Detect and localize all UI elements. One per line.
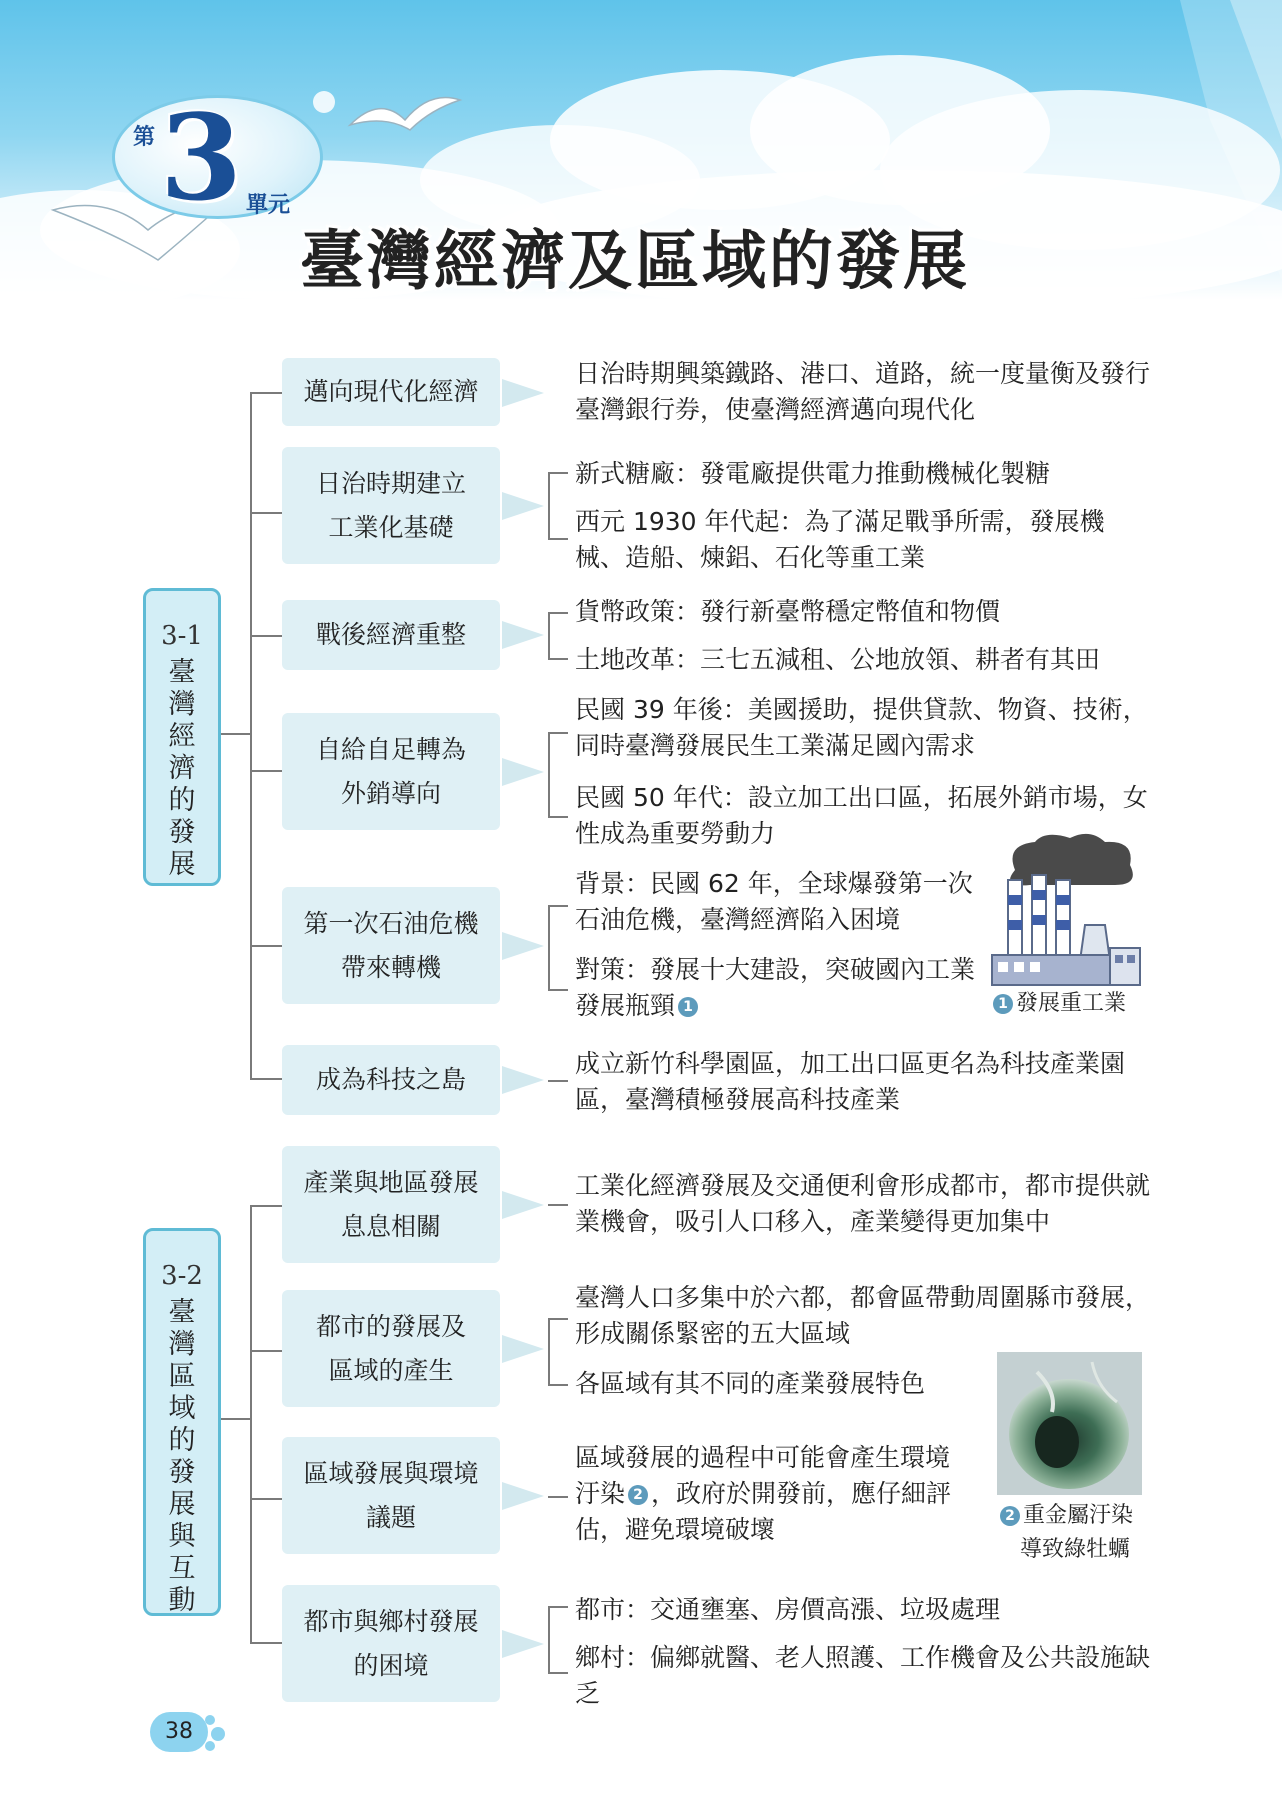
arrow-icon bbox=[502, 1191, 544, 1219]
connector-line bbox=[221, 1418, 251, 1420]
arrow-icon bbox=[502, 621, 544, 649]
figure-marker: 2 bbox=[1000, 1506, 1020, 1526]
connector-line bbox=[250, 512, 282, 514]
connector-line bbox=[250, 635, 282, 637]
section-number: 3-1 bbox=[161, 621, 203, 651]
bracket-line bbox=[548, 816, 568, 818]
detail-text: 民國 39 年後：美國援助，提供貸款、物資、技術，同時臺灣發展民生工業滿足國內需求 bbox=[575, 695, 1148, 760]
topic-export-orientation: 自給自足轉為 外銷導向 bbox=[282, 713, 500, 830]
detail-text: 貨幣政策：發行新臺幣穩定幣值和物價 bbox=[575, 597, 1001, 626]
figure-caption bbox=[990, 988, 1126, 1020]
section-number: 3-2 bbox=[161, 1261, 203, 1291]
green-oyster-photo bbox=[997, 1352, 1142, 1495]
factory-illustration bbox=[990, 830, 1145, 992]
figure-caption: 導致綠牡蠣 bbox=[1020, 1537, 1131, 1562]
unit-suffix: 單元 bbox=[246, 193, 291, 218]
bracket-line bbox=[548, 1080, 568, 1082]
detail-text: 鄉村：偏鄉就醫、老人照護、工作機會及公共設施缺乏 bbox=[575, 1643, 1151, 1708]
section-3-1 bbox=[143, 588, 221, 886]
topic-oil-crisis: 第一次石油危機 帶來轉機 bbox=[282, 887, 500, 1004]
connector-line bbox=[250, 945, 282, 947]
detail-text: 日治時期興築鐵路、港口、道路，統一度量衡及發行臺灣銀行券，使臺灣經濟邁向現代化 bbox=[575, 359, 1151, 424]
topic-japanese-industrial-base: 日治時期建立 工業化基礎 bbox=[282, 447, 500, 564]
bubbles-icon bbox=[200, 1710, 230, 1755]
bracket-line bbox=[548, 658, 568, 660]
bracket-line bbox=[548, 1672, 568, 1674]
connector-line bbox=[250, 1078, 282, 1080]
moon-icon bbox=[310, 88, 340, 118]
page-title: 臺灣經濟及區域的發展 bbox=[300, 225, 970, 299]
bracket-line bbox=[548, 732, 550, 818]
connector-line bbox=[250, 1205, 252, 1642]
figure-marker: 1 bbox=[678, 997, 698, 1017]
seagull-icon bbox=[345, 85, 465, 145]
connector-line bbox=[250, 1498, 282, 1500]
bracket-line bbox=[548, 472, 568, 474]
bracket-line bbox=[548, 472, 550, 540]
connector-line bbox=[250, 392, 282, 394]
bracket-line bbox=[548, 1384, 568, 1386]
detail-text-body: 對策：發展十大建設，突破國內工業發展瓶頸 bbox=[575, 955, 976, 1020]
bracket-line bbox=[548, 1318, 550, 1386]
topic-environment-issues: 區域發展與環境 議題 bbox=[282, 1437, 500, 1554]
detail-text: 西元 1930 年代起：為了滿足戰爭所需，發展機械、造船、煉鋁、石化等重工業 bbox=[575, 507, 1105, 572]
arrow-icon bbox=[502, 932, 544, 960]
detail-text: 土地改革：三七五減租、公地放領、耕者有其田 bbox=[575, 645, 1101, 674]
arrow-icon bbox=[502, 492, 544, 520]
bracket-line bbox=[548, 1606, 550, 1674]
connector-line bbox=[250, 1642, 282, 1644]
bracket-line bbox=[548, 612, 568, 614]
bracket-line bbox=[548, 1496, 568, 1498]
connector-line bbox=[250, 392, 252, 1078]
figure-caption bbox=[997, 1500, 1133, 1532]
bracket-line bbox=[548, 1204, 568, 1206]
detail-text: 臺灣人口多集中於六都，都會區帶動周圍縣市發展，形成關係緊密的五大區域 bbox=[575, 1283, 1151, 1348]
bracket-line bbox=[548, 1606, 568, 1608]
arrow-icon bbox=[502, 1630, 544, 1658]
connector-line bbox=[250, 1205, 282, 1207]
figure-marker: 2 bbox=[628, 1485, 648, 1505]
section-title: 臺灣區域的發展與互動 bbox=[168, 1297, 196, 1616]
figure-marker: 1 bbox=[993, 994, 1013, 1014]
detail-text bbox=[575, 1440, 965, 1548]
bracket-line bbox=[548, 732, 568, 734]
bracket-line bbox=[548, 612, 550, 660]
detail-text: 工業化經濟發展及交通便利會形成都市，都市提供就業機會，吸引人口移入，產業變得更加集中 bbox=[575, 1171, 1151, 1236]
detail-text-body: ，政府於開發前，應仔細評估，避免環境破壞 bbox=[575, 1479, 952, 1544]
bracket-line bbox=[548, 905, 550, 991]
unit-prefix: 第 bbox=[133, 125, 156, 150]
detail-text: 都市：交通壅塞、房價高漲、垃圾處理 bbox=[575, 1595, 1001, 1624]
arrow-icon bbox=[502, 1482, 544, 1510]
figure-caption-text: 重金屬汙染 bbox=[1023, 1503, 1134, 1528]
detail-text: 民國 50 年代：設立加工出口區，拓展外銷市場，女性成為重要勞動力 bbox=[575, 783, 1148, 848]
bracket-line bbox=[548, 538, 568, 540]
unit-number: 3 bbox=[160, 88, 243, 227]
arrow-icon bbox=[502, 1335, 544, 1363]
detail-text: 新式糖廠：發電廠提供電力推動機械化製糖 bbox=[575, 459, 1051, 488]
topic-technology-island: 成為科技之島 bbox=[282, 1045, 500, 1115]
bracket-line bbox=[548, 905, 568, 907]
figure-caption-text: 發展重工業 bbox=[1016, 991, 1127, 1016]
detail-text: 各區域有其不同的產業發展特色 bbox=[575, 1369, 926, 1398]
detail-text bbox=[575, 952, 985, 1024]
topic-urban-development: 都市的發展及 區域的產生 bbox=[282, 1290, 500, 1407]
connector-line bbox=[221, 733, 251, 735]
arrow-icon bbox=[502, 758, 544, 786]
arrow-icon bbox=[502, 379, 544, 407]
connector-line bbox=[250, 1350, 282, 1352]
bracket-line bbox=[548, 1318, 568, 1320]
detail-text: 背景：民國 62 年，全球爆發第一次石油危機，臺灣經濟陷入困境 bbox=[575, 869, 973, 934]
topic-urban-rural-problems: 都市與鄉村發展 的困境 bbox=[282, 1585, 500, 1702]
arrow-icon bbox=[502, 1066, 544, 1094]
detail-text: 成立新竹科學園區，加工出口區更名為科技產業園區，臺灣積極發展高科技產業 bbox=[575, 1049, 1126, 1114]
topic-postwar-restructuring: 戰後經濟重整 bbox=[282, 600, 500, 670]
page-number: 38 bbox=[150, 1712, 208, 1752]
section-title: 臺灣經濟的發展 bbox=[168, 657, 196, 880]
bracket-line bbox=[548, 989, 568, 991]
topic-modernization: 邁向現代化經濟 bbox=[282, 358, 500, 426]
detail-text-body: 區域發展的過程中可能會產生環境汙染 bbox=[575, 1443, 951, 1508]
connector-line bbox=[250, 770, 282, 772]
topic-industry-and-regions: 產業與地區發展 息息相關 bbox=[282, 1146, 500, 1263]
section-3-2 bbox=[143, 1228, 221, 1616]
